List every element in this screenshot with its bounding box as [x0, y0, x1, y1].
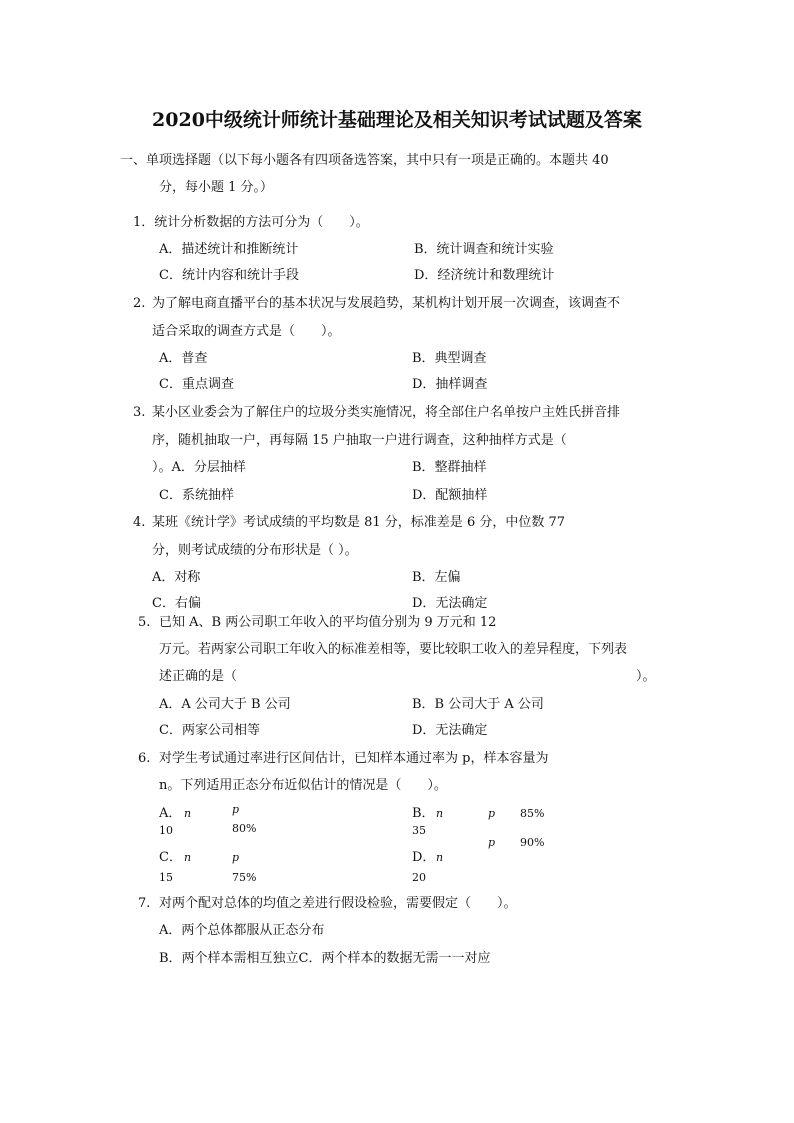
- q4-number: 4.: [133, 515, 146, 530]
- q3-number: 3.: [133, 405, 146, 420]
- q5-option-d: D．无法确定: [412, 723, 488, 738]
- q5-option-b: B．B 公司大于 A 公司: [412, 697, 544, 712]
- q1-stem: 1．统计分析数据的方法可分为（ ）。: [133, 215, 369, 230]
- q6-option-d-n-symbol: n: [436, 851, 444, 864]
- section-heading-cont: 分，每小题 1 分。）: [159, 180, 274, 195]
- q6-option-d-n-value: 20: [412, 871, 426, 884]
- section-heading: 一、单项选择题（以下每小题各有四项备选答案，其中只有一项是正确的。本题共 40: [120, 153, 609, 168]
- q2-option-a: A．普查: [159, 351, 208, 366]
- q4-option-d: D．无法确定: [412, 596, 488, 611]
- q6-option-a-p-value: 80%: [232, 822, 257, 835]
- q2-stem-line2: 适合采取的调查方式是（ ）。: [152, 324, 341, 339]
- q5-stem-line3: 述正确的是（: [159, 669, 238, 684]
- q4-option-c: C．右偏: [152, 596, 201, 611]
- q7-stem: 对两个配对总体的均值之差进行假设检验，需要假定（ ）。: [159, 896, 517, 911]
- q6-option-b-p-symbol-2: p: [488, 836, 496, 849]
- q6-option-b-n-symbol: n: [436, 807, 444, 820]
- q2-option-d: D．抽样调查: [412, 377, 488, 392]
- q4-stem-line2: 分，则考试成绩的分布形状是（ ）。: [152, 543, 358, 558]
- q1-option-c: C．统计内容和统计手段: [159, 268, 299, 283]
- q5-stem-line3-end: ）。: [636, 669, 656, 684]
- q5-stem-line2: 万元。若两家公司职工年收入的标准差相等，要比较职工收入的差异程度，下列表: [159, 642, 628, 657]
- q6-option-a-n-value: 10: [159, 824, 173, 837]
- q6-option-b-p-value-1: 85%: [520, 807, 545, 820]
- q5-option-a: A．A 公司大于 B 公司: [159, 697, 291, 712]
- q7-option-b-c: B．两个样本需相互独立C．两个样本的数据无需一一对应: [159, 951, 491, 966]
- q6-option-c-label: C．: [159, 850, 182, 865]
- q3-option-c: C．系统抽样: [159, 488, 234, 503]
- q6-option-b-n-value: 35: [412, 824, 426, 837]
- q6-option-c-n-symbol: n: [184, 851, 192, 864]
- q6-option-c-p-symbol: p: [232, 851, 240, 864]
- q2-stem-line1: 为了解电商直播平台的基本状况与发展趋势，某机构计划开展一次调查，该调查不: [152, 296, 621, 311]
- q6-option-b-p-symbol: p: [488, 807, 496, 820]
- q3-option-a: ）。A．分层抽样: [152, 460, 246, 475]
- q6-option-c-n-value: 15: [159, 871, 173, 884]
- q5-number: 5.: [138, 615, 151, 630]
- q6-option-a-p-symbol: p: [232, 803, 240, 816]
- document-title: 2020中级统计师统计基础理论及相关知识考试试题及答案: [152, 109, 642, 131]
- q3-option-d: D．配额抽样: [412, 488, 488, 503]
- q7-number: 7.: [138, 896, 151, 911]
- q6-option-a-label: A．: [159, 806, 182, 821]
- q5-stem-line1: 已知 A、B 两公司职工年收入的平均值分别为 9 万元和 12: [159, 615, 497, 630]
- q6-option-d-label: D．: [412, 850, 436, 865]
- q4-option-b: B．左偏: [412, 570, 461, 585]
- q1-option-a: A．描述统计和推断统计: [159, 242, 299, 257]
- q1-option-b: B．统计调查和统计实验: [414, 242, 554, 257]
- q6-option-c-p-value: 75%: [232, 871, 257, 884]
- q6-option-a-n-symbol: n: [184, 807, 192, 820]
- q4-option-a: A．对称: [152, 570, 201, 585]
- q2-option-b: B．典型调查: [412, 351, 487, 366]
- q2-number: 2.: [133, 296, 146, 311]
- q6-stem-line2: n。下列适用正态分布近似估计的情况是（ ）。: [159, 778, 447, 793]
- q3-stem-line2: 序，随机抽取一户，再每隔 15 户抽取一户进行调查，这种抽样方式是（: [152, 433, 567, 448]
- q6-number: 6.: [138, 751, 151, 766]
- q1-option-d: D．经济统计和数理统计: [414, 268, 555, 283]
- q6-option-b-label: B．: [412, 806, 435, 821]
- q4-stem-line1: 某班《统计学》考试成绩的平均数是 81 分，标准差是 6 分，中位数 77: [152, 515, 566, 530]
- q6-stem-line1: 对学生考试通过率进行区间估计，已知样本通过率为 p，样本容量为: [159, 751, 549, 766]
- q6-option-b-p-value-2: 90%: [520, 836, 545, 849]
- q7-option-a: A．两个总体都服从正态分布: [159, 923, 325, 938]
- q2-option-c: C．重点调查: [159, 377, 234, 392]
- q5-option-c: C．两家公司相等: [159, 723, 260, 738]
- q3-option-b: B．整群抽样: [412, 460, 487, 475]
- q3-stem-line1: 某小区业委会为了解住户的垃圾分类实施情况，将全部住户名单按户主姓氏拼音排: [152, 405, 621, 420]
